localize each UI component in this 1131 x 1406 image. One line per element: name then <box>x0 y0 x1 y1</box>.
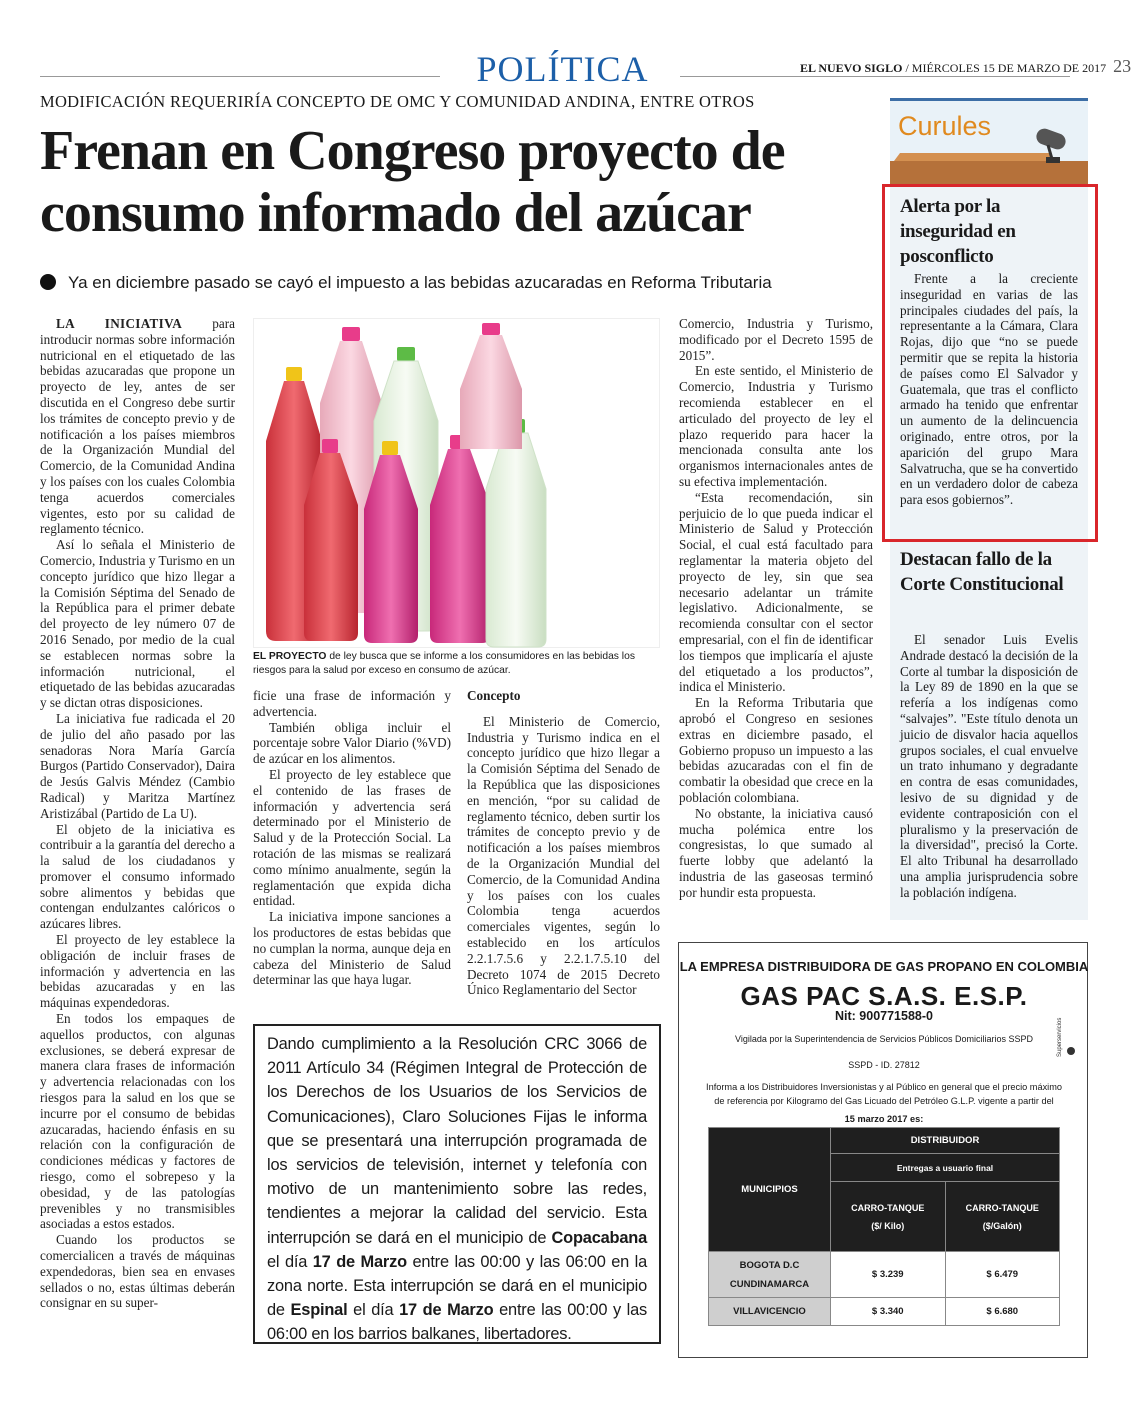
notice-part: el día <box>353 1301 394 1320</box>
paper-name: EL NUEVO SIGLO <box>800 61 903 75</box>
bottles-photo <box>253 318 660 648</box>
notice-date: 17 de Marzo <box>399 1301 494 1320</box>
table-header-entregas: Entregas a usuario final <box>831 1154 1060 1182</box>
sidebar-item-2-body <box>900 632 1078 901</box>
svg-text:Superservicios: Superservicios <box>1057 1017 1063 1057</box>
paragraph: La iniciativa impone sanciones a los productores de estas bebidas que no cumplan la norma, aunque deja en cabeza del Ministerio de Salud determinar las que haya lugar. <box>253 909 451 988</box>
caption-label: EL PROYECTO <box>253 651 327 662</box>
table-header-galon <box>945 1182 1060 1252</box>
headline-line-1: Frenan en Congreso proyecto de <box>40 120 785 182</box>
notice-part: el día <box>267 1252 308 1271</box>
paragraph: El proyecto de ley establece que el contenido de las frases de información y advertencia será determinado por el Ministerio de Salud y de la Protección Social. La rotación de las mismas se realizará como mínimo anualmente, según la reglamentación que expida dicha entidad. <box>253 766 451 909</box>
paragraph: Frente a la creciente inseguridad en varias de las principales ciudades del país, la representante a la Cámara, Clara Rojas, dijo que “no se puede permitir que se repita la historia de países como El Salvador y Guatemala, que tras el conflicto armado ha tenido que enfrentar un aumento de la delincuencia originado, entre otros, por la aparición del grupo Mara Salvatrucha, que se ha convertido en un verdadero dolor de cabeza para esos gobiernos”. <box>900 271 1078 508</box>
headline <box>40 120 880 244</box>
notice-city: Copacabana <box>551 1228 647 1247</box>
table-cell-municipio: VILLAVICENCIO <box>709 1298 831 1326</box>
superservicios-logo <box>1049 1005 1079 1059</box>
ad-vigencia: 15 marzo 2017 es: <box>844 1114 924 1124</box>
article-column-3 <box>467 688 660 1008</box>
table-cell-kilo: $ 3.340 <box>831 1298 946 1326</box>
kicker: MODIFICACIÓN REQUERIRÍA CONCEPTO DE OMC Y COMUNIDAD ANDINA, ENTRE OTROS <box>40 92 755 111</box>
paragraph: Cuando los productos se comercialicen a través de máquinas expendedoras, bien sea en envases sellados o no, estas últimas deberán consignar en su super- <box>40 1232 235 1311</box>
table-cell-municipio <box>709 1252 831 1298</box>
paragraph: El objeto de la iniciativa es contribuir a la garantía del derecho a la salud de los ciudadanos y promover el consumo informado sobre alimentos y bebidas que contengan endulzantes calóricos o azúcares libres. <box>40 821 235 932</box>
ad-intro: LA EMPRESA DISTRIBUIDORA DE GAS PROPANO EN COLOMBIA <box>679 959 1089 974</box>
subhead <box>40 273 880 293</box>
headline-line-2: consumo informado del azúcar <box>40 182 751 244</box>
municipio-line: CUNDINAMARCA <box>729 1278 810 1290</box>
table-header-galon-label: CARRO-TANQUE <box>965 1202 1039 1213</box>
paragraph <box>40 316 235 537</box>
table-cell-kilo: $ 3.239 <box>831 1252 946 1298</box>
paragraph: También obliga incluir el porcentaje sobre Valor Diario (%VD) de azúcar en los alimentos. <box>253 719 451 767</box>
table-header-kilo-unit: ($/ Kilo) <box>871 1220 905 1231</box>
municipio-line: BOGOTA D.C <box>739 1259 800 1271</box>
paragraph: El proyecto de ley establece la obligación de incluir frases de información y advertencia en las bebidas azucaradas y en las máquinas expendedoras. <box>40 932 235 1011</box>
price-table <box>708 1127 1060 1326</box>
sidebar-item-1-body <box>900 271 1078 508</box>
paragraph: En la Reforma Tributaria que aprobó el Congreso en sesiones extras en diciembre pasado, el Gobierno propuso un impuesto a las bebidas azucaradas con el fin de combatir la obesidad que crece en la población colombiana. <box>679 695 873 805</box>
table-header-kilo <box>831 1182 946 1252</box>
curules-header <box>890 98 1088 184</box>
section-rule-left <box>40 76 440 77</box>
paragraph: No obstante, la iniciativa causó mucha polémica entre los congresistas, lo que sumado al fuerte lobby que adelantó la industria de las gaseosas terminó por hundir esta propuesta. <box>679 805 873 900</box>
table-row <box>709 1252 1060 1298</box>
article-column-1 <box>40 316 235 1351</box>
paragraph: ficie una frase de información y advertencia. <box>253 688 451 719</box>
photo-caption <box>253 650 663 678</box>
table-row <box>709 1298 1060 1326</box>
article-column-2 <box>253 688 451 1008</box>
article-column-4 <box>679 316 873 926</box>
table-header-distribuidor: DISTRIBUIDOR <box>831 1128 1060 1154</box>
subtitle-concepto: Concepto <box>467 688 521 703</box>
notice-part: Dando cumplimiento a la Resolución CRC 3066 de 2011 Artículo 34 (Régimen Integral de Protección de los Derechos de los Usuarios de los Servicios de Comunicaciones), Claro Soluciones Fijas le informa que se presentará una interrupción programada de los servicios de televisión, internet y telefonía con motivo de un mantenimiento sobre las redes, tendientes a mejorar la calidad del servicio. Esta interrupción se dará en el municipio de <box>267 1035 647 1247</box>
sidebar-item-2-title: Destacan fallo de la Corte Constitucional <box>900 549 1064 595</box>
ad-sspd-id: SSPD - ID. 27812 <box>848 1060 920 1070</box>
ad-vigilada: Vigilada por la Superintendencia de Servicios Públicos Domiciliarios SSPD <box>735 1034 1033 1044</box>
paragraph: La iniciativa fue radicada el 20 de julio del año pasado por las senadoras Nora María García Burgos (Partido Conservador), Daira de Jesús Galvis Méndez (Cambio Radical) y Maritza Martínez Aristizábal (Partido de La U). <box>40 710 235 821</box>
masthead <box>800 56 1131 77</box>
curules-label: Curules <box>898 111 992 141</box>
notice-text <box>267 1032 647 1347</box>
issue-date: / MIÉRCOLES 15 DE MARZO DE 2017 <box>905 61 1107 75</box>
table-header-galon-unit: ($/Galón) <box>982 1220 1022 1231</box>
claro-notice <box>253 1024 661 1344</box>
paragraph: El Ministerio de Comercio, Industria y Turismo indica en el concepto jurídico que hizo llegar a la Comisión Séptima del Senado de la República que las disposiciones en mención, “por su calidad de reglamento técnico, deben surtir los trámites de concepto previo y de notificación a los países miembros de la Organización Mundial del Comercio, de la Comunidad Andina y los países con los cuales Colombia tenga acuerdos comerciales vigentes, según lo establecido en los artículos 2.2.1.7.5.6 y 2.2.1.7.5.10 del Decreto 1074 de 2015 Decreto Único Reglamentario del Sector <box>467 713 660 998</box>
section-title: POLÍTICA <box>476 49 649 89</box>
lead-text: para introducir normas sobre información nutricional en el etiquetado de las bebidas azucaradas que propone un proyecto de ley, antes de ser discutida en el Congreso debe surtir los trámites de concepto previo y de notificación a los países miembros de la Organización Mundial del Comercio, de la Comunidad Andina y los países con los cuales Colombia tenga acuerdos comerciales vigentes, esto por su calidad de reglamento técnico. <box>40 316 235 537</box>
ad-informa: Informa a los Distribuidores Inversionistas y al Público en general que el precio máximo de referencia por Kilogramo del Gas Licuado del Petróleo G.L.P. vigente a partir del <box>706 1082 1062 1106</box>
paragraph: Comercio, Industria y Turismo, modificado por el Decreto 1595 de 2015”. <box>679 316 873 363</box>
page-number: 23 <box>1113 56 1131 76</box>
lead-label: LA INICIATIVA <box>56 316 183 331</box>
table-header-kilo-label: CARRO-TANQUE <box>851 1202 925 1213</box>
gas-pac-ad <box>678 942 1088 1358</box>
subhead-text: Ya en diciembre pasado se cayó el impuesto a las bebidas azucaradas en Reforma Tributaria <box>68 273 772 292</box>
paragraph: Así lo señala el Ministerio de Comercio, Industria y Turismo en un concepto jurídico que hizo llegar a la Comisión Séptima del Senado de la República para el primer debate del proyecto de ley número 07 de 2016 Senado, por medio de la cual se establecen normas sobre la información nutricional, el etiquetado de las bebidas azucaradas y se dictan otras disposiciones. <box>40 537 235 711</box>
sidebar-item-1-title: Alerta por la inseguridad en posconflicto <box>900 196 1016 267</box>
podium-microphone-icon <box>890 101 1088 187</box>
caption-text: de ley busca que se informe a los consumidores en las bebidas los riesgos para la salud por exceso en consumo de azúcar. <box>253 651 635 676</box>
ad-company: GAS PAC S.A.S. E.S.P. <box>740 981 1028 1011</box>
notice-date: 17 de Marzo <box>312 1252 407 1271</box>
notice-city: Espinal <box>290 1301 348 1320</box>
ad-nit: Nit: 900771588-0 <box>835 1009 933 1023</box>
paragraph: El senador Luis Evelis Andrade destacó la decisión de la Corte al tumbar la disposición de la Ley 89 de 1890 en la que se refería a los indígenas como “salvajes”. "Este título denota un juicio de disvalor hacia aquellos grupos sociales, el cual envuelve un trato inhumano y degradante en contra de esas comunidades, lesivo de su dignidad y de evidente contraposición con el pluralismo y la preservación de la diversidad", precisó la Corte. El alto Tribunal ha desarrollado una amplia jurisprudencia sobre la población indígena. <box>900 632 1078 900</box>
paragraph: “Esta recomendación, sin perjuicio de lo que pueda indicar el Ministerio de Salud y Protección Social, el cual está facultado para reglamentar la materia objeto del proyecto de ley, sin que sea necesario adelantar un trámite legislativo. Adicionalmente, se recomienda consultar con el sector empresarial, con el fin de identificar los tiempos que implicaría el ajuste del etiquetado a los productos”, indica el Ministerio. <box>679 489 873 695</box>
table-cell-galon: $ 6.479 <box>945 1252 1060 1298</box>
paragraph: En este sentido, el Ministerio de Comercio, Industria y Turismo recomienda establecer en el articulado del proyecto de ley el plazo requerido para hacer la mencionada consulta ante los organismos internacionales antes de su efectiva implementación. <box>679 363 873 489</box>
table-cell-galon: $ 6.680 <box>945 1298 1060 1326</box>
bottles-illustration <box>254 319 661 649</box>
paragraph: En todos los empaques de aquellos productos, con algunas exclusiones, se deberá expresar de manera clara frases de información y advertencia relacionadas con los riesgos para la salud en los que se incurre por el consumo de bebidas azucaradas, haciendo énfasis en su relación con la configuración de condiciones médicas y factores de riesgo, como el sobrepeso y la obesidad, y de las patologías prevenibles y no transmisibles asociadas a estos estados. <box>40 1011 235 1232</box>
table-header-municipios: MUNICIPIOS <box>709 1128 831 1252</box>
bullet-icon <box>40 274 56 290</box>
notice-part: entre las 00:00 y las 06:00 en la zona norte. Esta interrupción se dará en el municipio de <box>267 1252 647 1320</box>
notice-part: entre las 00:00 y las 06:00 en los barrios balkanes, libertadores. <box>267 1301 647 1344</box>
